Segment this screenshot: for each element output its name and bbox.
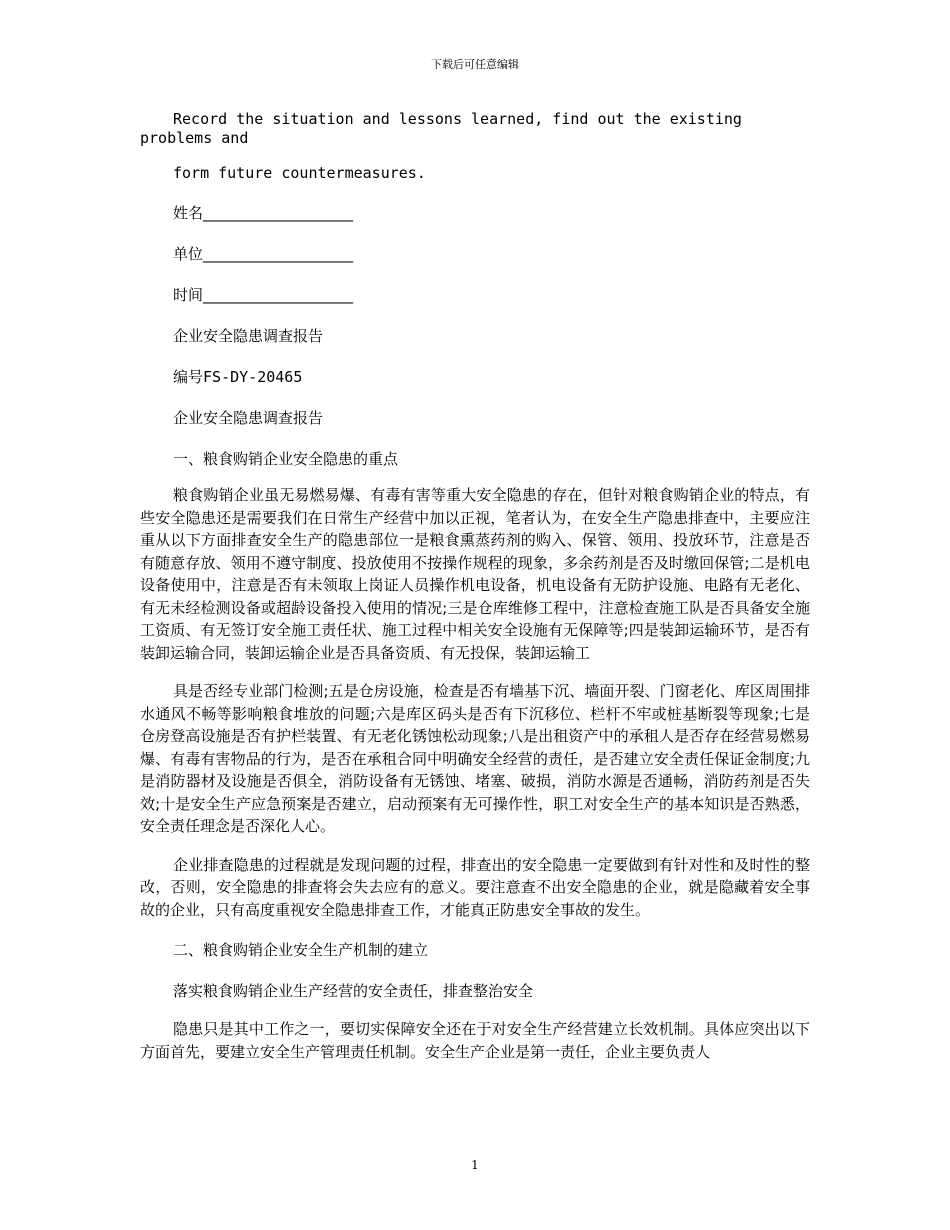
intro-line-1: Record the situation and lessons learned, find out the existing problems and <box>140 110 742 147</box>
intro-line-2: form future countermeasures. <box>173 164 426 182</box>
section-2-line: 落实粮食购销企业生产经营的安全责任，排查整治安全 <box>173 982 534 1000</box>
paragraph-1: 粮食购销企业虽无易燃易爆、有毒有害等重大安全隐患的存在，但针对粮食购销企业的特点，有些安全隐患还是需要我们在日常生产经营中加以正视，笔者认为，在安全生产隐患排查中，主要应注重从以下方面排查安全生产的隐患部位一是粮食熏蒸药剂的购入、保管、领用、投放环节，注意是否有随意存放、领用不遵守制度、投放使用不按操作规程的现象，多余药剂是否及时缴回保管;二是机电设备使用中，注意是否有未领取上岗证人员操作机电设备，机电设备有无防护设施、电路有无老化、有无未经检测设备或超龄设备投入使用的情况;三是仓库维修工程中，注意检查施工队是否具备安全施工资质、有无签订安全施工责任状、施工过程中相关安全设施有无保障等;四是装卸运输环节，是否有装卸运输合同，装卸运输企业是否具备资质、有无投保，装卸运输工 <box>140 486 810 662</box>
unit-field: 单位____________________ <box>173 245 354 263</box>
document-number-value: FS-DY-20465 <box>203 368 303 386</box>
section-1-heading: 一、粮食购销企业安全隐患的重点 <box>173 450 399 468</box>
paragraph-2: 具是否经专业部门检测;五是仓房设施，检查是否有墙基下沉、墙面开裂、门窗老化、库区周围排水通风不畅等影响粮食堆放的问题;六是库区码头是否有下沉移位、栏杆不牢或桩基断裂等现象;七是仓房登高设施是否有护栏装置、有无老化锈蚀松动现象;八是出租资产中的承租人是否存在经营易燃易爆、有毒有害物品的行为，是否在承租合同中明确安全经营的责任，是否建立安全责任保证金制度;九是消防器材及设施是否俱全，消防设备有无锈蚀、堵塞、破损，消防水源是否通畅，消防药剂是否失效;十是安全生产应急预案是否建立，启动预案有无可操作性，职工对安全生产的基本知识是否熟悉，安全责任理念是否深化人心。 <box>140 682 810 835</box>
name-field: 姓名____________________ <box>173 204 354 222</box>
section-2-heading: 二、粮食购销企业安全生产机制的建立 <box>173 941 429 959</box>
document-title: 企业安全隐患调查报告 <box>173 327 324 345</box>
time-field: 时间____________________ <box>173 286 354 304</box>
document-number-label: 编号 <box>173 368 204 386</box>
page-number: 1 <box>471 1158 479 1172</box>
document-body <box>140 110 810 1079</box>
document-subtitle: 企业安全隐患调查报告 <box>173 409 324 427</box>
document-number <box>140 366 810 388</box>
paragraph-3: 企业排查隐患的过程就是发现问题的过程，排查出的安全隐患一定要做到有针对性和及时性的整改，否则，安全隐患的排查将会失去应有的意义。要注意查不出安全隐患的企业，就是隐藏着安全事故的企业，只有高度重视安全隐患排查工作，才能真正防患安全事故的发生。 <box>140 855 810 919</box>
paragraph-4: 隐患只是其中工作之一，要切实保障安全还在于对安全生产经营建立长效机制。具体应突出以下方面首先，要建立安全生产管理责任机制。安全生产企业是第一责任，企业主要负责人 <box>140 1020 810 1061</box>
page-header: 下载后可任意编辑 <box>431 58 519 71</box>
